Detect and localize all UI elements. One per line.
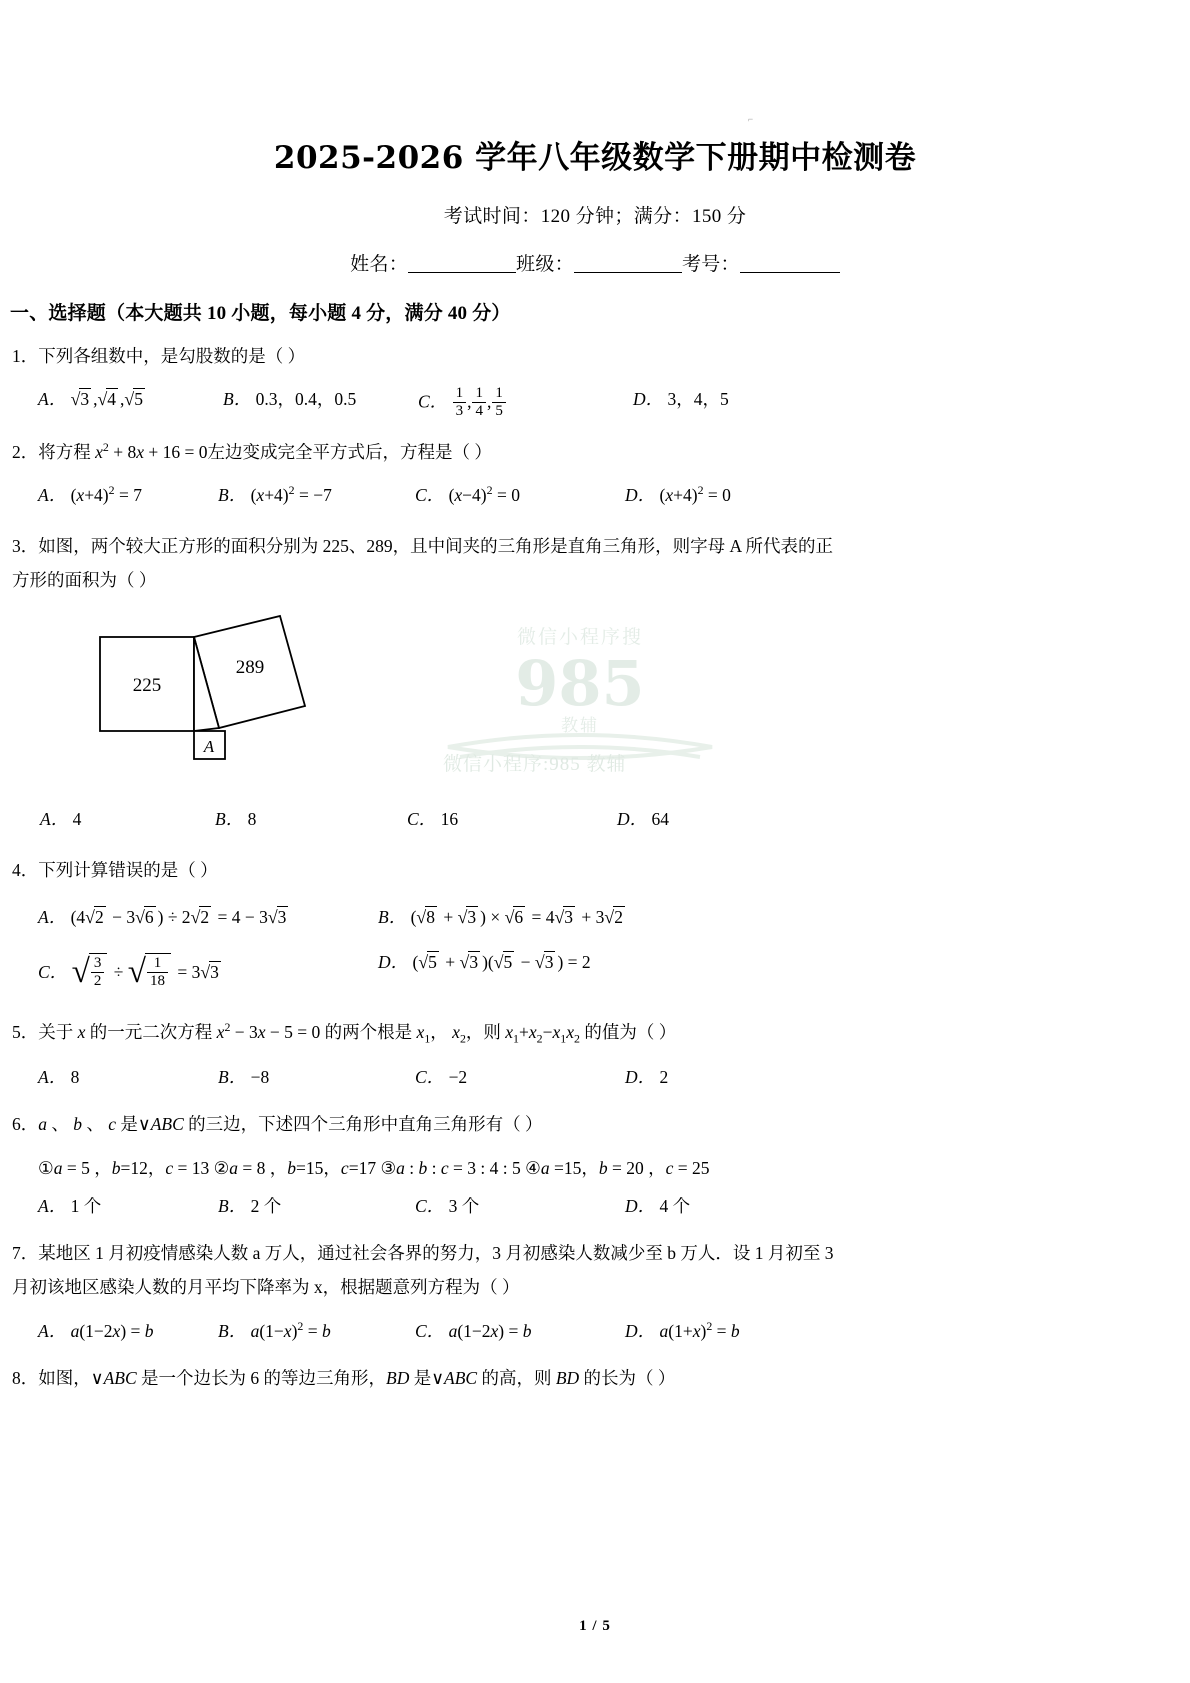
q5-option-c-text: −2 xyxy=(448,1066,468,1087)
q2-option-d[interactable]: D． $(x+4)^2 = 0$ xyxy=(625,483,731,506)
q7-option-d-label: D． xyxy=(625,1321,656,1342)
q6-number: 6． xyxy=(12,1113,39,1134)
q6-option-d[interactable] xyxy=(625,1193,690,1218)
question-8: 8．如图，∨ABC 是一个边长为 6 的等边三角形，BD 是∨ABC 的高，则 BD 的长为（ ） xyxy=(12,1368,676,1389)
square-area-225: 225 xyxy=(132,675,162,697)
q2-number: 2． xyxy=(12,442,39,462)
q1-option-a-label: A． xyxy=(38,389,67,410)
q7-stem-line2: 月初该地区感染人数的月平均下降率为 x，根据题意列方程为（ ） xyxy=(12,1276,520,1297)
q3-option-d[interactable] xyxy=(617,806,669,831)
q3-option-b-text: 8 xyxy=(247,809,257,830)
q5-option-a[interactable] xyxy=(38,1064,218,1089)
q4-option-a-label: A． xyxy=(38,906,67,927)
q5-option-b-text: −8 xyxy=(250,1066,270,1087)
q2-option-a[interactable]: A． $(x+4)^2 = 7$ xyxy=(38,483,142,506)
q6-option-c[interactable] xyxy=(415,1193,625,1218)
q6-option-a-label: A． xyxy=(38,1195,67,1216)
page-footer: 1 / 5 xyxy=(579,1618,611,1634)
q3-option-c[interactable] xyxy=(407,806,617,831)
q3-stem: 如图，两个较大正方形的面积分别为 225、289，且中间夹的三角形是直角三角形，则字母 A 所代表的正 xyxy=(38,536,834,557)
q7-option-c[interactable]: C． a(1−2x) = b xyxy=(415,1321,532,1342)
q1-option-d[interactable] xyxy=(633,386,729,421)
q5-number: 5． xyxy=(12,1021,39,1042)
q4-number: 4． xyxy=(12,860,39,881)
q7-option-b[interactable]: B． $a(1-x)^2 = b$ xyxy=(218,1319,331,1342)
q4-options-row2 xyxy=(38,949,1190,991)
class-blank[interactable] xyxy=(574,272,682,273)
q3-option-b-label: B． xyxy=(215,809,244,830)
q1-option-a[interactable]: A． √3 ,√4 ,√5 xyxy=(38,389,143,410)
q7-option-d[interactable]: D． $a(1+x)^2 = b$ xyxy=(625,1319,740,1342)
exam-no-label: 考号： xyxy=(681,254,740,276)
exam-no-blank[interactable] xyxy=(740,272,840,273)
q3-option-a-text: 4 xyxy=(72,809,82,830)
q7-stem: 某地区 1 月初疫情感染人数 a 万人，通过社会各界的努力，3 月初感染人数减少至 b 万人．设 1 月初至 3 xyxy=(38,1242,834,1263)
class-label: 班级： xyxy=(516,254,574,276)
q6-option-c-text: 3 个 xyxy=(448,1195,480,1216)
q6-option-c-label: C． xyxy=(415,1195,445,1216)
q4-option-c-label: C． xyxy=(38,961,68,982)
section-heading-choice: 一、选择题（本大题共 10 小题，每小题 4 分，满分 40 分） xyxy=(10,303,511,325)
q3-stem-line2: 方形的面积为（ ） xyxy=(12,570,157,591)
q3-number: 3． xyxy=(12,536,39,557)
q6-option-d-label: D． xyxy=(625,1195,656,1216)
q2-option-b-label: B． xyxy=(218,485,247,506)
question-4 xyxy=(12,853,1190,887)
q3-options xyxy=(40,806,1190,831)
q2-stem-post: 左边变成完全平方式后，方程是（ ） xyxy=(207,442,492,462)
q2-stem-pre: 将方程 xyxy=(38,442,91,462)
q5-option-a-text: 8 xyxy=(70,1066,80,1087)
question-3 xyxy=(12,529,1190,597)
q5-option-d[interactable] xyxy=(625,1064,668,1089)
q6-option-d-text: 4 个 xyxy=(659,1195,691,1216)
q4-options-row1 xyxy=(38,904,1190,929)
q3-option-a[interactable] xyxy=(40,806,215,831)
q5-option-b[interactable] xyxy=(218,1064,415,1089)
q7-options xyxy=(38,1318,1190,1343)
q4-option-d-label: D． xyxy=(378,951,409,972)
q6-option-b[interactable] xyxy=(218,1193,415,1218)
square-label-a: A xyxy=(203,737,215,757)
q6-conditions: ①a = 5 ，b=12，c = 13 ②a = 8 ，b=15，c=17 ③a : b : c = 3 : 4 : 5 ④a =15，b = 20 ，c = 25 xyxy=(38,1157,710,1178)
q5-option-a-label: A． xyxy=(38,1066,67,1087)
q6-option-a[interactable] xyxy=(38,1193,218,1218)
q5-option-c-label: C． xyxy=(415,1066,445,1087)
q7-number: 7． xyxy=(12,1242,39,1263)
exam-subtitle: 考试时间：120 分钟；满分：150 分 xyxy=(443,206,747,228)
q2-option-b[interactable]: B． $(x+4)^2 = -7$ xyxy=(218,483,332,506)
q2-option-a-label: A． xyxy=(38,485,67,506)
q1-option-c-label: C． xyxy=(418,391,448,412)
q2-option-c[interactable]: C． $(x-4)^2 = 0$ xyxy=(415,483,520,506)
student-info-line xyxy=(0,249,1190,276)
square-area-289: 289 xyxy=(235,657,265,679)
q2-option-c-label: C． xyxy=(415,485,445,506)
q4-stem: 下列计算错误的是（ ） xyxy=(38,860,218,881)
q4-option-b[interactable]: B． (√8 + √3 ) × √6 = 4√3 + 3√2 xyxy=(378,906,623,927)
q2-option-d-label: D． xyxy=(625,485,656,506)
q5-options xyxy=(38,1064,1190,1089)
watermark-top-text: 微信小程序搜 xyxy=(516,626,644,649)
q7-option-a-label: A． xyxy=(38,1321,67,1342)
q5-option-c[interactable] xyxy=(415,1064,625,1089)
q8-number: 8． xyxy=(12,1368,39,1389)
q1-options xyxy=(38,386,1190,421)
scan-artifact: ⌐ xyxy=(748,114,754,124)
q6-option-a-text: 1 个 xyxy=(70,1195,102,1216)
watermark-big-text: 985 xyxy=(515,647,645,721)
q4-option-c[interactable]: C． √ $\frac{3}{2}$ ÷ √ $\frac{1}{18}$ = 3√3 xyxy=(38,952,219,990)
page-title: 2025-2026 学年八年级数学下册期中检测卷 xyxy=(273,140,917,176)
q3-figure-area xyxy=(0,611,1190,796)
q1-option-c[interactable]: C． $\frac{1}{3}$ , $\frac{1}{4}$ , $\frac{1}{5}$ xyxy=(418,386,633,421)
q5-option-b-label: B． xyxy=(218,1066,247,1087)
question-5: 5．关于 x 的一元二次方程 $x^2 - 3x - 5 = 0$ 的两个根是 $x_1$， $x_2$，则 $x_1+x_2-x_1x_2$ 的值为（ ） xyxy=(12,1020,677,1046)
q4-option-d[interactable]: D． (√5 + √3 )(√5 − √3 ) = 2 xyxy=(378,951,591,972)
q2-options xyxy=(38,482,1190,507)
q6-option-b-label: B． xyxy=(218,1195,247,1216)
q3-option-a-label: A． xyxy=(40,809,69,830)
q1-option-b-text: 0.3，0.4，0.5 xyxy=(255,389,357,410)
q6-options xyxy=(38,1193,1190,1218)
name-label: 姓名： xyxy=(350,254,409,276)
q4-option-a[interactable]: A． (4√2 − 3√6 ) ÷ 2√2 = 4 − 3√3 xyxy=(38,906,287,927)
watermark-caption: 微信小程序:985 教辅 xyxy=(443,754,627,776)
question-6: 6．a 、 b 、 c 是∨ABC 的三边，下述四个三角形中直角三角形有（ ） xyxy=(12,1113,543,1134)
q1-option-d-text: 3，4，5 xyxy=(667,389,729,410)
question-2: 2．将方程 $x^2 + 8x + 16 = 0$左边变成完全平方式后，方程是（ ） xyxy=(12,440,492,462)
q3-option-c-text: 16 xyxy=(440,809,459,830)
question-1 xyxy=(12,339,1190,373)
q3-option-d-text: 64 xyxy=(651,809,670,830)
q3-option-d-label: D． xyxy=(617,809,648,830)
watermark-sub-text: 教辅 xyxy=(561,716,599,737)
q5-option-d-label: D． xyxy=(625,1066,656,1087)
question-7 xyxy=(12,1236,1190,1304)
q7-option-c-label: C． xyxy=(415,1321,445,1342)
pythagorean-squares-figure xyxy=(95,611,395,786)
name-blank[interactable] xyxy=(408,272,516,273)
q7-option-a[interactable]: A． a(1−2x) = b xyxy=(38,1321,154,1342)
q1-option-d-label: D． xyxy=(633,389,664,410)
q4-option-b-label: B． xyxy=(378,906,407,927)
q3-option-b[interactable] xyxy=(215,806,407,831)
q1-stem: 下列各组数中，是勾股数的是（ ） xyxy=(38,346,306,367)
q6-option-b-text: 2 个 xyxy=(250,1195,282,1216)
q5-option-d-text: 2 xyxy=(659,1066,669,1087)
q1-option-b-label: B． xyxy=(223,389,252,410)
q1-number: 1． xyxy=(12,346,39,367)
q3-option-c-label: C． xyxy=(407,809,437,830)
q7-option-b-label: B． xyxy=(218,1321,247,1342)
q1-option-b[interactable] xyxy=(223,386,418,421)
